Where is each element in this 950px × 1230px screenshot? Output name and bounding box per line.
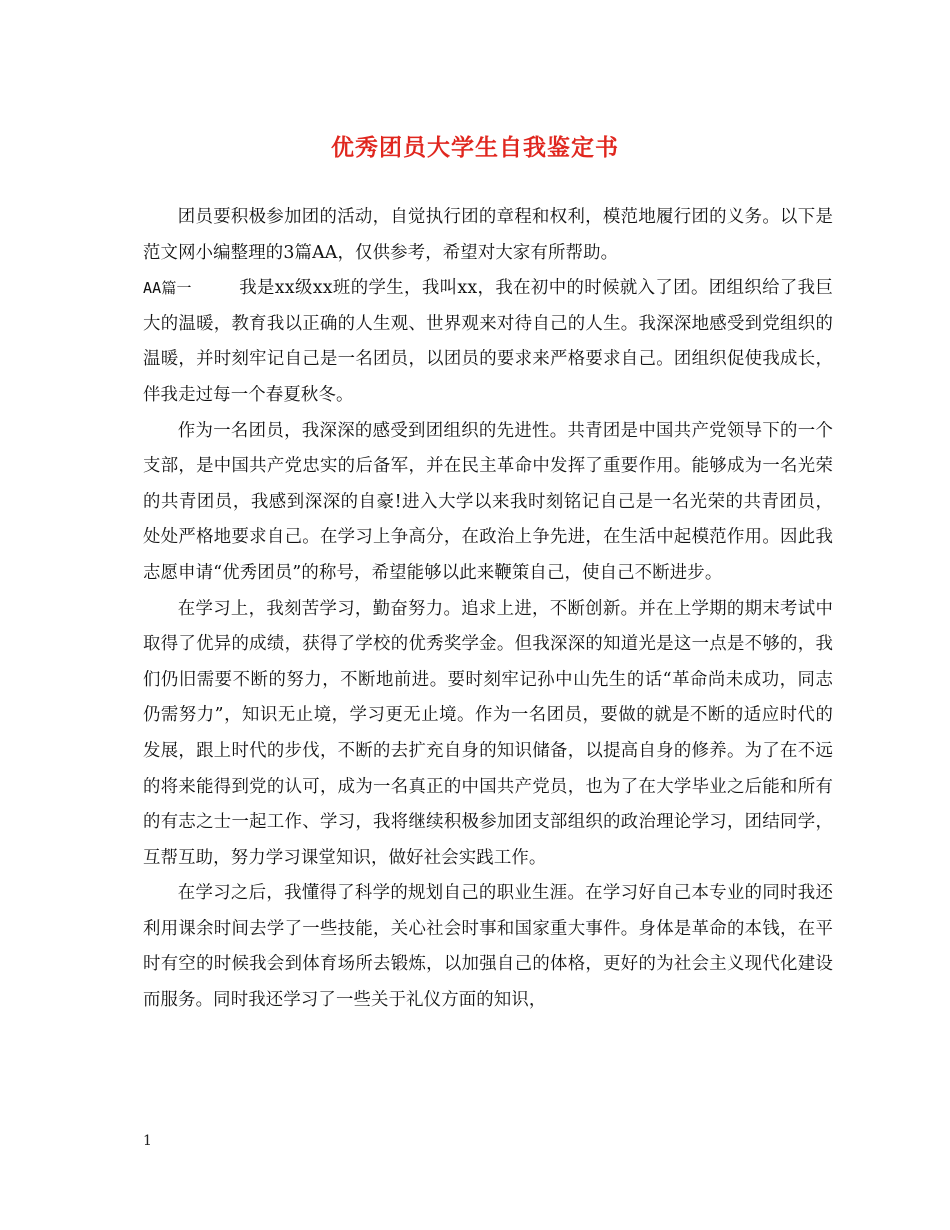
document-body xyxy=(143,200,833,1019)
body-paragraph: 在学习之后，我懂得了科学的规划自己的职业生涯。在学习好自己本专业的同时我还利用课余时间去学了一些技能，关心社会时事和国家重大事件。身体是革命的本钱，在平时有空的时候我会到体育场所去锻炼，以加强自己的体格，更好的为社会主义现代化建设而服务。同时我还学习了一些关于礼仪方面的知识， xyxy=(143,883,833,1011)
intro-paragraph: 团员要积极参加团的活动，自觉执行团的章程和权利，模范地履行团的义务。以下是范文网小编整理的3篇AA，仅供参考，希望对大家有所帮助。 xyxy=(143,207,833,263)
body-paragraph: 作为一名团员，我深深的感受到团组织的先进性。共青团是中国共产党领导下的一个支部，是中国共产党忠实的后备军，并在民主革命中发挥了重要作用。能够成为一名光荣的共青团员，我感到深深的自豪!进入大学以来我时刻铭记自己是一名光荣的共青团员，处处严格地要求自己。在学习上争高分，在政治上争先进，在生活中起模范作用。因此我志愿申请“优秀团员”的称号，希望能够以此来鞭策自己，使自己不断进步。 xyxy=(143,420,833,583)
document-title: 优秀团员大学生自我鉴定书 xyxy=(331,134,619,161)
first-section-paragraph xyxy=(143,271,833,413)
first-section-text: 我是xx级xx班的学生，我叫xx，我在初中的时候就入了团。团组织给了我巨大的温暖，教育我以正确的人生观、世界观来对待自己的人生。我深深地感受到党组织的温暖，并时刻牢记自己是一名团员，以团员的要求来严格要求自己。团组织促使我成长，伴我走过每一个春夏秋冬。 xyxy=(143,278,833,405)
page-number: 1 xyxy=(143,1133,152,1149)
section-label: AA篇一 xyxy=(143,279,192,298)
body-paragraph: 在学习上，我刻苦学习，勤奋努力。追求上进，不断创新。并在上学期的期末考试中取得了优异的成绩，获得了学校的优秀奖学金。但我深深的知道光是这一点是不够的，我们仍旧需要不断的努力，不断地前进。要时刻牢记孙中山先生的话“革命尚未成功，同志仍需努力”，知识无止境，学习更无止境。作为一名团员，要做的就是不断的适应时代的发展，跟上时代的步伐，不断的去扩充自身的知识储备，以提高自身的修养。为了在不远的将来能得到党的认可，成为一名真正的中国共产党员，也为了在大学毕业之后能和所有的有志之士一起工作、学习，我将继续积极参加团支部组织的政治理论学习，团结同学，互帮互助，努力学习课堂知识，做好社会实践工作。 xyxy=(143,598,833,868)
